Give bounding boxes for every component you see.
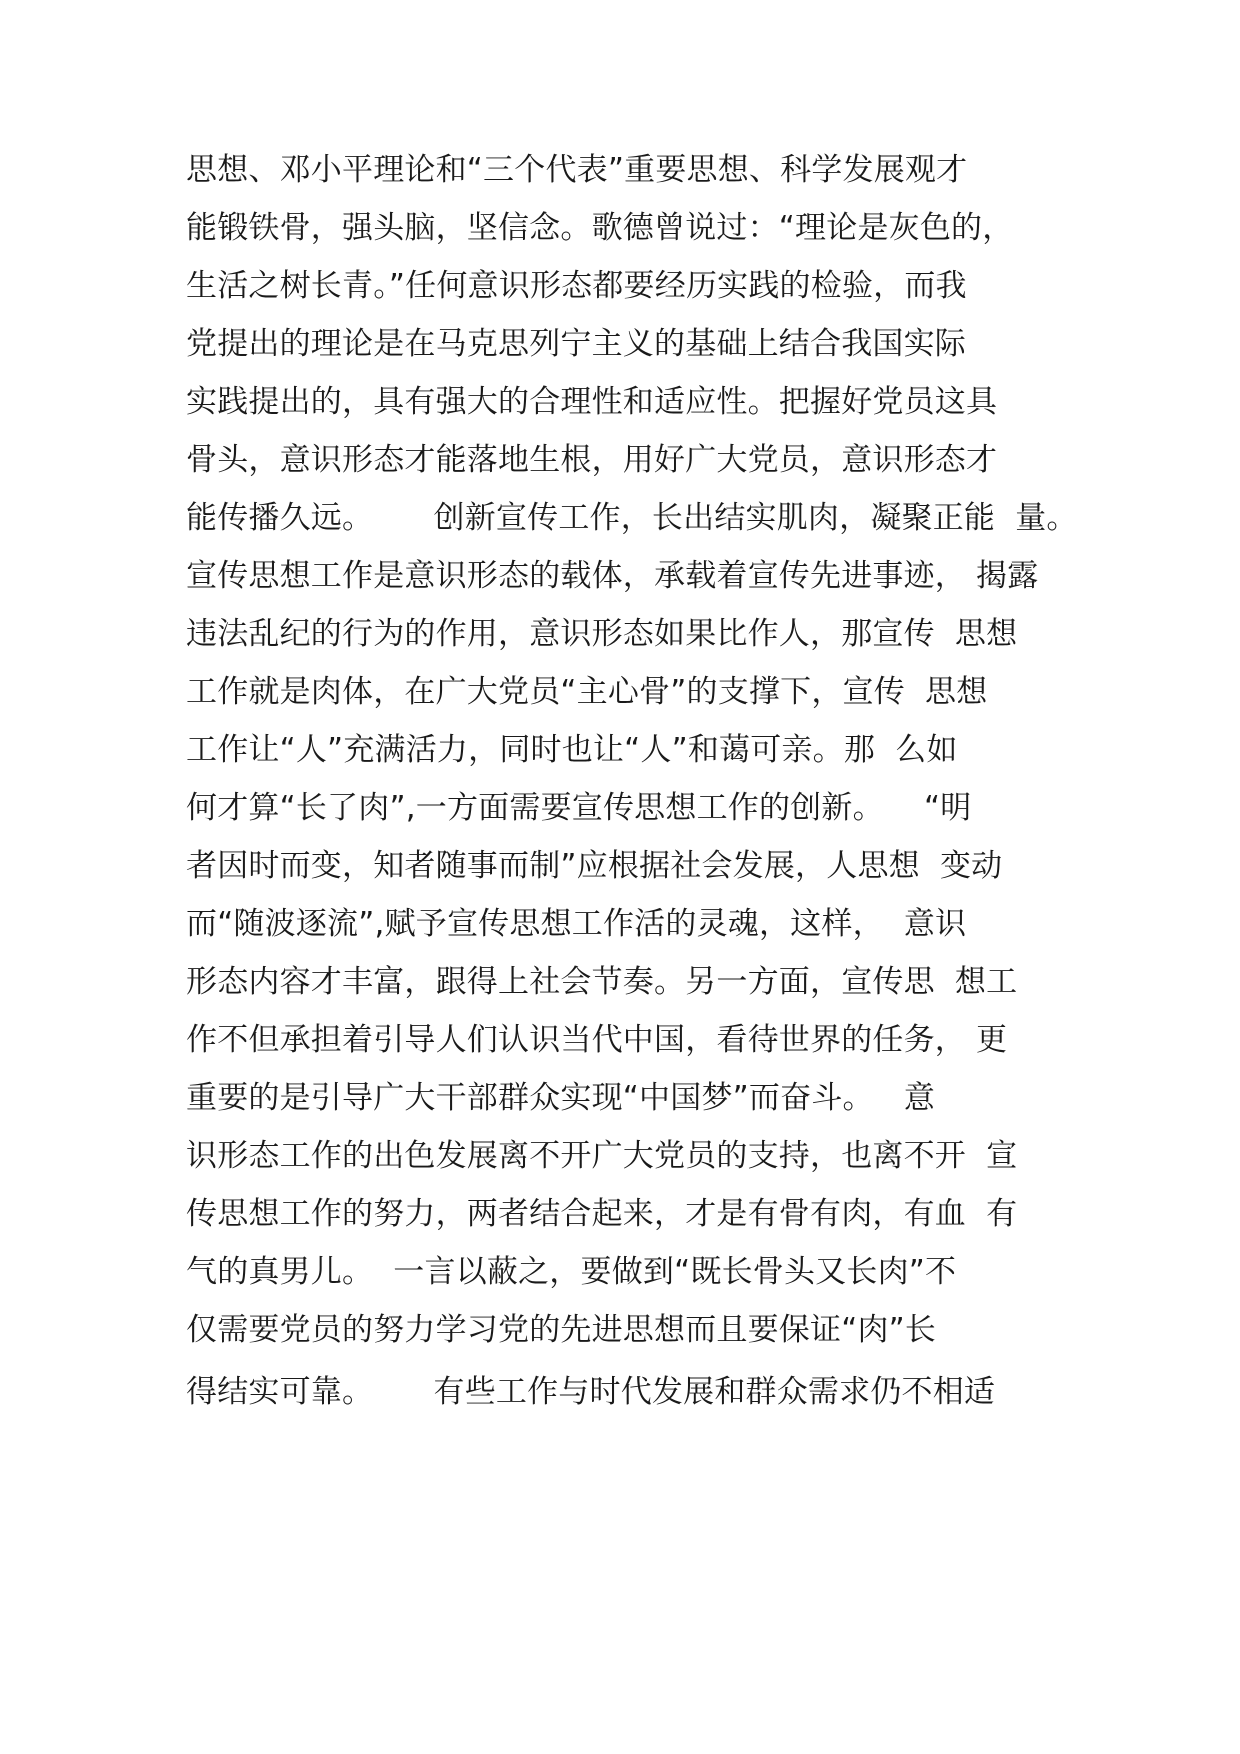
text-line: 工作让“人”充满活力，同时也让“人”和蔼可亲。那 么如	[186, 732, 958, 768]
text-line: 识形态工作的出色发展离不开广大党员的支持，也离不开 宣	[186, 1138, 1018, 1174]
text-line: 者因时而变，知者随事而制”应根据社会发展，人思想 变动	[186, 848, 1003, 884]
text-line: 作不但承担着引导人们认识当代中国，看待世界的任务， 更	[186, 1022, 1008, 1058]
text-line: 工作就是肉体，在广大党员“主心骨”的支撑下，宣传 思想	[186, 674, 988, 710]
text-line: 能锻铁骨，强头脑，坚信念。歌德曾说过：“理论是灰色的，	[186, 210, 1014, 246]
text-line: 违法乱纪的行为的作用，意识形态如果比作人，那宣传 思想	[186, 616, 1018, 652]
text-line: 仅需要党员的努力学习党的先进思想而且要保证“肉”长	[186, 1312, 937, 1348]
text-line: 党提出的理论是在马克思列宁主义的基础上结合我国实际	[186, 326, 966, 362]
text-line: 形态内容才丰富，跟得上社会节奏。另一方面，宣传思 想工	[186, 964, 1018, 1000]
text-line: 得结实可靠。 有些工作与时代发展和群众需求仍不相适	[186, 1374, 996, 1410]
text-line: 骨头，意识形态才能落地生根，用好广大党员，意识形态才	[186, 442, 998, 478]
text-line: 气的真男儿。 一言以蔽之，要做到“既长骨头又长肉”不	[186, 1254, 957, 1290]
text-line: 思想、邓小平理论和“三个代表”重要思想、科学发展观才	[186, 152, 968, 188]
text-line: 生活之树长青。”任何意识形态都要经历实践的检验，而我	[186, 268, 967, 304]
text-line: 能传播久远。 创新宣传工作，长出结实肌肉，凝聚正能 量。	[186, 500, 1078, 536]
text-line: 重要的是引导广大干部群众实现“中国梦”而奋斗。 意	[186, 1080, 936, 1116]
text-line: 宣传思想工作是意识形态的载体，承载着宣传先进事迹， 揭露	[186, 558, 1039, 594]
text-line: 何才算“长了肉”,一方面需要宣传思想工作的创新。 “明	[186, 790, 972, 826]
text-line: 传思想工作的努力，两者结合起来，才是有骨有肉，有血 有	[186, 1196, 1018, 1232]
text-line: 实践提出的，具有强大的合理性和适应性。把握好党员这具	[186, 384, 998, 420]
text-line: 而“随波逐流”,赋予宣传思想工作活的灵魂，这样， 意识	[186, 906, 967, 942]
